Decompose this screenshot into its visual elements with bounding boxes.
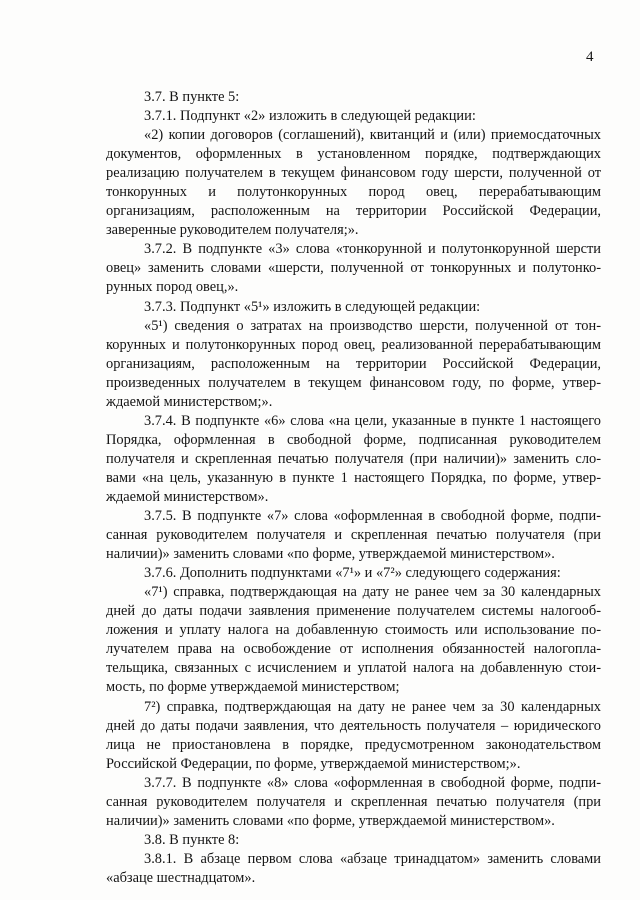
- paragraph-3-7-2: 3.7.2. В подпункте «3» слова «тонкорунной и полутонкорунной шерсти овец» заменить словами «шерсти, полученной от тонкорунных и полутонкорунных пород овец,».: [106, 241, 601, 296]
- paragraph-3-7-6: 3.7.6. Дополнить подпунктами «7¹» и «7²» следующего содержания:: [144, 565, 561, 582]
- paragraph-3-7-4: 3.7.4. В подпункте «6» слова «на цели, указанные в пункте 1 настоящего Порядка, оформленная в свободной форме, подписанная руководителем получателя и скрепленная печатью получателя (при наличии)» заменить словами «на цель, указанную в пункте 1 настоящего Порядка, по форме, утверждаемой министерством».: [106, 412, 601, 505]
- paragraph-quote-2: «2) копии договоров (соглашений), квитанций и (или) приемосдаточных документов, оформленных в установленном порядке, подтверждающих реализацию получателем в текущем финансовом году шерсти, полученной от тонкорунных и полутонкорунных пород овец, перерабатывающим организациям, расположенным на территории Российской Федерации, заверенные руководителем получателя;».: [106, 127, 601, 239]
- paragraph-3-8: 3.8. В пункте 8:: [144, 831, 240, 848]
- paragraph-3-7: 3.7. В пункте 5:: [144, 89, 240, 105]
- paragraph-quote-7-2: 7²) справка, подтверждающая на дату не ранее чем за 30 календарных дней до даты подачи заявления, что деятельность получателя – юридического лица не приостановлена в порядке, предусмотренном законодательством Российской Федерации, по форме, утверждаемой министерством;».: [106, 698, 601, 772]
- paragraph-3-7-7: 3.7.7. В подпункте «8» слова «оформленная в свободной форме, подписанная руководителем получателя и скрепленная печатью получателя (при наличии)» заменить словами «по форме, утверждаемой министерством».: [106, 774, 601, 829]
- paragraph-3-8-1: 3.8.1. В абзаце первом слова «абзаце тринадцатом» заменить словами «абзаце шестнадцатом».: [106, 850, 601, 886]
- document-body: [106, 88, 601, 888]
- paragraph-quote-7-1: «7¹) справка, подтверждающая на дату не ранее чем за 30 календарных дней до даты подачи заявления применение получателем системы налогообложения и уплату налога на добавленную стоимость или использование получателем права на освобождение от исполнения обязанностей налогоплательщика, связанных с исчислением и уплатой налога на добавленную стоимость, по форме утверждаемой министерством;: [106, 584, 601, 696]
- paragraph-3-7-5: 3.7.5. В подпункте «7» слова «оформленная в свободной форме, подписанная руководителем получателя и скрепленная печатью получателя (при наличии)» заменить словами «по форме, утверждаемой министерством».: [106, 508, 601, 563]
- paragraph-3-7-1: 3.7.1. Подпункт «2» изложить в следующей редакции:: [144, 108, 476, 125]
- paragraph-3-7-3: 3.7.3. Подпункт «5¹» изложить в следующей редакции:: [144, 298, 481, 315]
- page-number: 4: [586, 49, 594, 65]
- paragraph-quote-5-1: «5¹) сведения о затратах на производство шерсти, полученной от тонкорунных и полутонкорунных пород овец, реализованной перерабатывающим организациям, расположенным на территории Российской Федерации, произведенных получателем в текущем финансовом году, по форме, утверждаемой министерством;».: [106, 317, 601, 410]
